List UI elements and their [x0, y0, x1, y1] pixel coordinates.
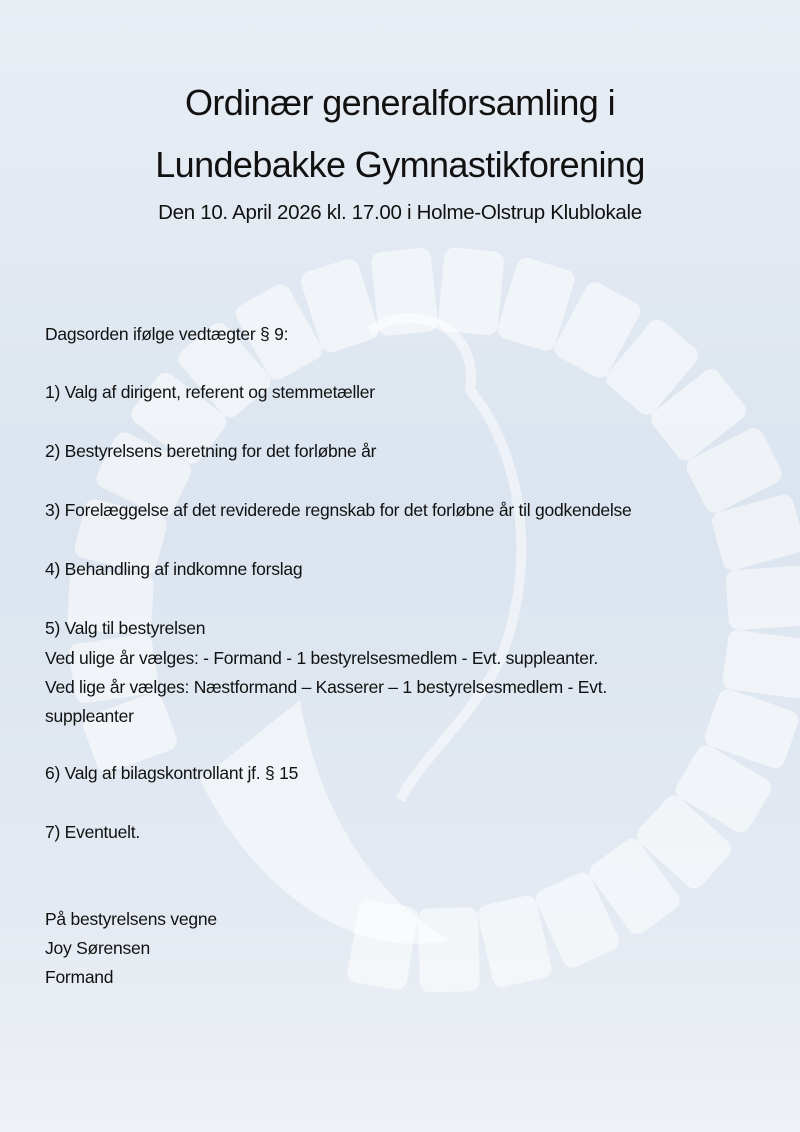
watermark-figure-shape	[370, 318, 521, 800]
agenda-item: 1) Valg af dirigent, referent og stemmetæller	[45, 382, 375, 402]
watermark-letter-shape	[725, 565, 800, 630]
agenda-item: 6) Valg af bilagskontrollant jf. § 15	[45, 763, 299, 783]
watermark-letter-shape	[437, 247, 505, 336]
meeting-subtitle: Den 10. April 2026 kl. 17.00 i Holme-Olstrup Klublokale	[158, 201, 642, 224]
signature-role: Formand	[45, 967, 114, 987]
agenda-item: 3) Forelæggelse af det reviderede regnskab for det forløbne år til godkendelse	[45, 500, 632, 520]
agenda-item-detail: Ved lige år vælges: Næstformand – Kasserer – 1 bestyrelsesmedlem - Evt.	[45, 677, 607, 697]
agenda-intro: Dagsorden ifølge vedtægter § 9:	[45, 324, 289, 344]
agenda-item: 5) Valg til bestyrelsen	[45, 618, 206, 638]
title-line-2: Lundebakke Gymnastikforening	[155, 144, 645, 185]
agenda-item-detail: Ved ulige år vælges: - Formand - 1 bestyrelsesmedlem - Evt. suppleanter.	[45, 648, 598, 668]
watermark-swoosh-shape	[200, 700, 450, 944]
watermark-letter-shape	[418, 907, 480, 993]
agenda-item-detail: suppleanter	[45, 706, 134, 726]
signature-line: På bestyrelsens vegne	[45, 909, 217, 929]
agenda-item: 7) Eventuelt.	[45, 822, 140, 842]
signature-name: Joy Sørensen	[45, 938, 150, 958]
watermark-letter-shape	[721, 629, 800, 700]
agenda-item: 4) Behandling af indkomne forslag	[45, 559, 303, 579]
agenda-item: 2) Bestyrelsens beretning for det forløbne år	[45, 441, 377, 461]
title-line-1: Ordinær generalforsamling i	[185, 82, 615, 123]
